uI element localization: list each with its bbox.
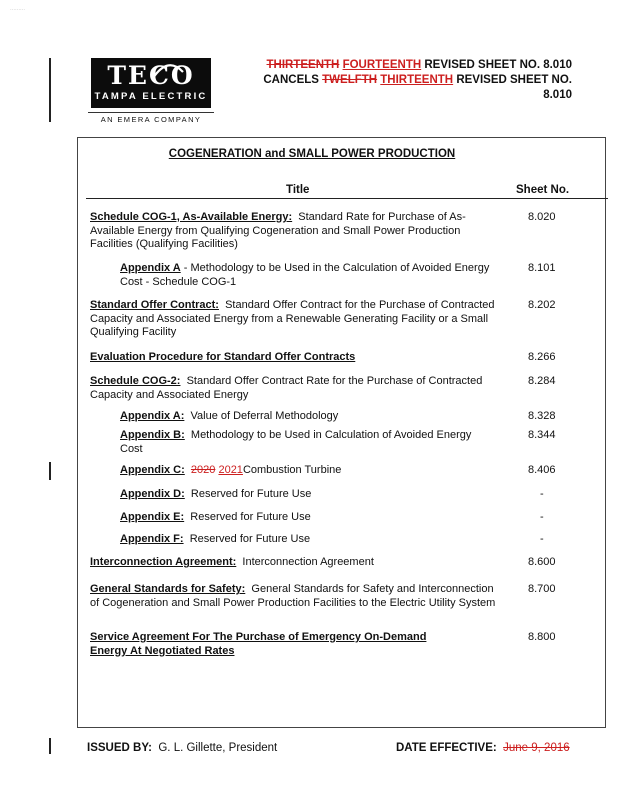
sheet-number: 8.700 — [528, 583, 556, 595]
company-logo — [88, 58, 214, 122]
entry-evaluation-procedure — [90, 351, 498, 365]
column-header-title: Title — [286, 184, 310, 196]
entry-cog2-appendix-c — [120, 464, 490, 478]
entry-general-standards-safety — [90, 583, 498, 610]
entry-label: Appendix C: — [120, 464, 185, 476]
sheet-number: 8.328 — [528, 410, 556, 422]
sheet-number: 8.344 — [528, 429, 556, 441]
issued-by-name: G. L. Gillette, President — [158, 742, 278, 754]
entry-label: Standard Offer Contract: — [90, 299, 219, 311]
sheet-number: 8.284 — [528, 375, 556, 387]
sheet-number: 8.266 — [528, 351, 556, 363]
inserted-revision: FOURTEENTH — [342, 59, 422, 71]
revision-line-3: 8.010 — [543, 89, 572, 101]
column-header-sheet: Sheet No. — [516, 184, 570, 196]
date-effective-line — [396, 742, 570, 754]
sheet-number: 8.101 — [528, 262, 556, 274]
logo-subtitle: TAMPA ELECTRIC — [94, 91, 208, 102]
sheet-number: 8.800 — [528, 631, 556, 643]
entry-service-agreement — [90, 631, 460, 658]
entry-cog2-appendix-f — [120, 533, 490, 547]
margin-mark — [49, 58, 51, 122]
sheet-number: 8.020 — [528, 211, 556, 223]
logo-divider — [88, 112, 214, 113]
entry-label: Appendix B: — [120, 429, 185, 441]
margin-mark — [49, 738, 51, 754]
entry-label: Appendix A: — [120, 410, 185, 422]
date-effective-label: DATE EFFECTIVE: — [396, 742, 497, 754]
sheet-number: - — [540, 511, 544, 523]
entry-text: Reserved for Future Use — [190, 488, 312, 500]
entry-label: Appendix D: — [120, 488, 185, 500]
sheet-number: 8.202 — [528, 299, 556, 311]
entry-interconnection-agreement — [90, 556, 498, 570]
margin-mark — [49, 462, 51, 480]
entry-label: Appendix F: — [120, 533, 184, 545]
entry-text: Interconnection Agreement — [242, 556, 374, 568]
sheet-number: - — [540, 533, 544, 545]
issued-by-line — [87, 742, 277, 754]
entry-text: General Standards for Safety and Interconnection of Cogeneration and Small Power Production Facilities to the Electric Utility System — [90, 583, 496, 609]
revision-rest: REVISED SHEET NO. — [456, 74, 572, 86]
sheet-number: - — [540, 488, 544, 500]
entry-cog2-appendix-a — [120, 410, 490, 424]
struck-year: 2020 — [190, 464, 216, 476]
struck-revision: THIRTEENTH — [266, 59, 340, 71]
scan-speck: ......... — [10, 6, 26, 12]
entry-label: Appendix A — [120, 262, 181, 274]
sheet-number: 8.600 — [528, 556, 556, 568]
entry-text: Value of Deferral Methodology — [190, 410, 339, 422]
revision-line-1 — [212, 58, 572, 73]
inserted-revision: THIRTEENTH — [380, 74, 454, 86]
entry-text: Standard Offer Contract Rate for the Purchase of Contracted Capacity and Associated Energy — [90, 375, 483, 401]
company-tagline: AN EMERA COMPANY — [100, 115, 202, 124]
entry-text: Reserved for Future Use — [190, 511, 311, 523]
entry-label: General Standards for Safety: — [90, 583, 246, 595]
revision-rest: REVISED SHEET NO. 8.010 — [424, 59, 572, 71]
entry-label: Schedule COG-2: — [90, 375, 181, 387]
page-title: COGENERATION and SMALL POWER PRODUCTION — [168, 148, 456, 160]
struck-effective-date: June 9, 2016 — [503, 742, 570, 754]
sheet-number: 8.406 — [528, 464, 556, 476]
issued-by-label: ISSUED BY: — [87, 742, 152, 754]
header-rule — [86, 198, 608, 199]
entry-standard-offer-contract — [90, 299, 498, 340]
logo-wordmark: TECO — [107, 61, 195, 90]
entry-label: Interconnection Agreement: — [90, 556, 237, 568]
entry-cog2-appendix-e — [120, 511, 490, 525]
entry-schedule-cog2 — [90, 375, 498, 402]
entry-label: Service Agreement For The Purchase of Emergency On-Demand Energy At Negotiated Rates — [90, 631, 427, 657]
entry-schedule-cog1 — [90, 211, 498, 252]
entry-label: Evaluation Procedure for Standard Offer Contracts — [90, 351, 356, 363]
entry-text: Standard Rate for Purchase of As-Available Energy from Qualifying Cogeneration and Small Power Production Facilities (Qualifying Facilities) — [90, 211, 466, 250]
entry-text: - Methodology to be Used in the Calculation of Avoided Energy Cost - Schedule COG-1 — [120, 262, 490, 288]
entry-text: Methodology to be Used in Calculation of Avoided Energy Cost — [120, 429, 472, 455]
entry-text: Standard Offer Contract for the Purchase of Contracted Capacity and Associated Energy from a Renewable Generating Facility or a Small Qualifying Facility — [90, 299, 495, 338]
entry-text: Combustion Turbine — [242, 464, 342, 476]
entry-cog2-appendix-d — [120, 488, 490, 502]
cancels-prefix: CANCELS — [263, 74, 319, 86]
entry-label: Schedule COG-1, As-Available Energy: — [90, 211, 293, 223]
revision-line-2 — [212, 73, 572, 88]
entry-text: Reserved for Future Use — [189, 533, 311, 545]
entry-cog2-appendix-b — [120, 429, 490, 456]
struck-revision: TWELFTH — [322, 74, 378, 86]
entry-cog1-appendix-a — [120, 262, 490, 289]
entry-label: Appendix E: — [120, 511, 185, 523]
inserted-year: 2021 — [218, 464, 243, 476]
